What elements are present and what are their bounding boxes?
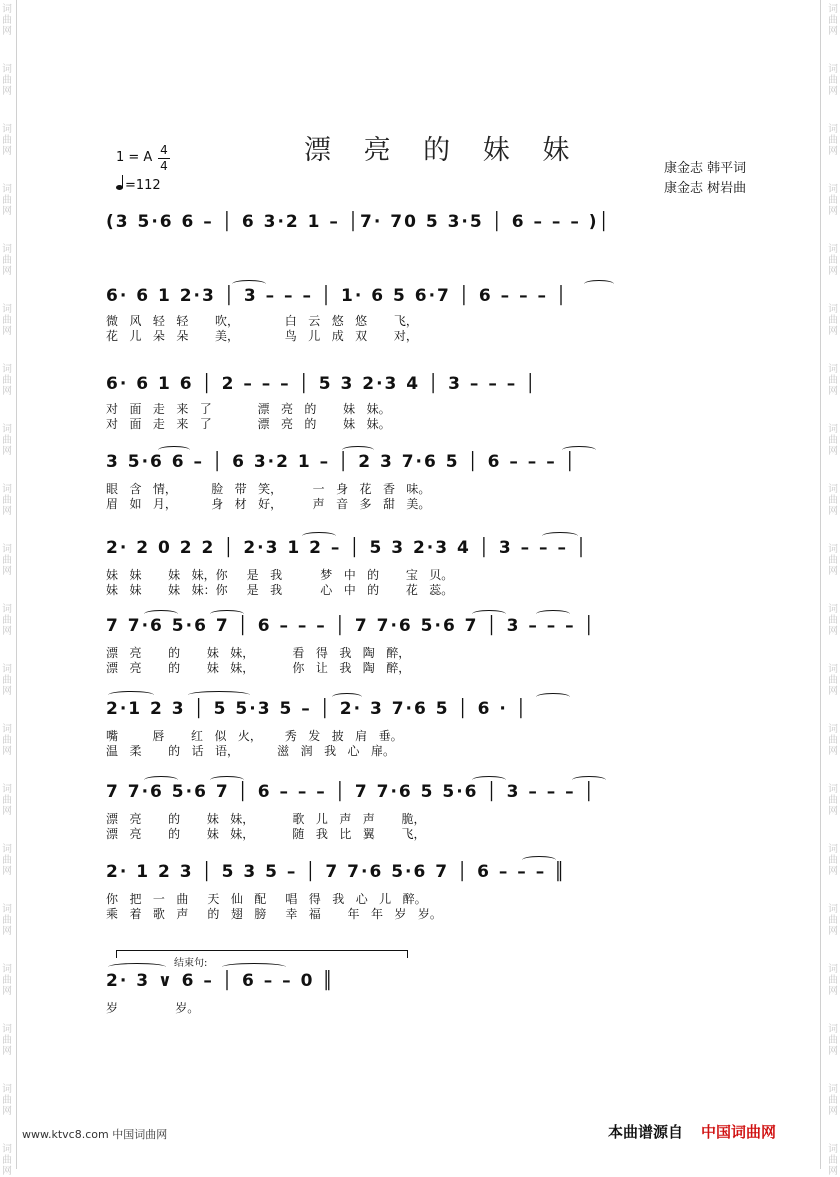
time-signature-bottom: 4 xyxy=(158,158,170,174)
notation-line: 6· 6 1 6 │ 2 – – – │ 5 3 2·3 4 │ 3 – – – │ xyxy=(106,374,538,394)
lyric-verse-2: 对 面 走 来 了 漂 亮 的 妹 妹。 xyxy=(106,417,391,431)
lyric-verse-2: 漂 亮 的 妹 妹， 你 让 我 陶 醉， xyxy=(106,661,411,675)
watermark-mark: 词 曲 网 xyxy=(2,1024,12,1057)
lyric-verse-1: 你 把 一 曲 天 仙 配 唱 得 我 心 儿 醉。 xyxy=(106,892,427,906)
watermark-mark: 词 曲 网 xyxy=(828,184,838,217)
lyric-verse-1: 妹 妹 妹 妹，你 是 我 梦 中 的 宝 贝。 xyxy=(106,568,454,582)
ending-bracket xyxy=(116,950,408,958)
footer-site: www.ktvc8.com 中国词曲网 xyxy=(22,1128,168,1141)
lyric-verse-2: 温 柔 的 话 语， 滋 润 我 心 扉。 xyxy=(106,744,395,758)
footer-source-text: 本曲谱源自 xyxy=(608,1123,684,1141)
watermark-mark: 词 曲 网 xyxy=(828,544,838,577)
watermark-mark: 词 曲 网 xyxy=(828,64,838,97)
notation-line: 6· 6 1 2·3 │ 3 – – – │ 1· 6 5 6·7 │ 6 – – – │ xyxy=(106,286,569,306)
watermark-mark: 词 曲 网 xyxy=(2,1084,12,1117)
notation-line: (3 5·6 6 – │ 6 3·2 1 – │7· 70 5 3·5 │ 6 – – – )│ xyxy=(106,212,611,232)
notation-line: 7 7·6 5·6 7 │ 6 – – – │ 7 7·6 5·6 7 │ 3 – – – │ xyxy=(106,616,596,636)
right-watermark-strip xyxy=(826,0,840,1177)
watermark-mark: 词 曲 网 xyxy=(828,124,838,157)
watermark-mark: 词 曲 网 xyxy=(828,664,838,697)
lyric-verse-1: 漂 亮 的 妹 妹， 歌 儿 声 声 脆， xyxy=(106,812,426,826)
quarter-note-icon xyxy=(116,185,123,190)
watermark-mark: 词 曲 网 xyxy=(828,1024,838,1057)
notation-line: 7 7·6 5·6 7 │ 6 – – – │ 7 7·6 5 5·6 │ 3 – – – │ xyxy=(106,782,596,802)
watermark-mark: 词 曲 网 xyxy=(828,484,838,517)
lyric-verse-1: 眼 含 情， 脸 带 笑， 一 身 花 香 味。 xyxy=(106,482,431,496)
watermark-mark: 词 曲 网 xyxy=(2,304,12,337)
notation-line: 2· 2 0 2 2 │ 2·3 1 2 – │ 5 3 2·3 4 │ 3 – – – │ xyxy=(106,538,589,558)
lyric-verse-2: 妹 妹 妹 妹：你 是 我 心 中 的 花 蕊。 xyxy=(106,583,454,597)
watermark-mark: 词 曲 网 xyxy=(828,964,838,997)
watermark-mark: 词 曲 网 xyxy=(2,364,12,397)
watermark-mark: 词 曲 网 xyxy=(2,64,12,97)
watermark-mark: 词 曲 网 xyxy=(2,544,12,577)
watermark-mark: 词 曲 网 xyxy=(2,424,12,457)
notation-line: 2· 1 2 3 │ 5 3 5 – │ 7 7·6 5·6 7 │ 6 – – – ║ xyxy=(106,862,567,882)
footer-source xyxy=(608,1121,776,1142)
watermark-mark: 词 曲 网 xyxy=(2,4,12,37)
ending-label: 结束句: xyxy=(172,954,209,969)
watermark-mark: 词 曲 网 xyxy=(828,844,838,877)
time-signature-top: 4 xyxy=(160,143,168,157)
watermark-mark: 词 曲 网 xyxy=(2,604,12,637)
watermark-mark: 词 曲 网 xyxy=(2,484,12,517)
time-signature xyxy=(158,143,170,174)
watermark-mark: 词 曲 网 xyxy=(828,304,838,337)
lyric-verse-2: 漂 亮 的 妹 妹， 随 我 比 翼 飞， xyxy=(106,827,426,841)
watermark-mark: 词 曲 网 xyxy=(828,244,838,277)
lyric-verse-2: 乘 着 歌 声 的 翅 膀 幸 福 年 年 岁 岁。 xyxy=(106,907,442,921)
lyric-verse-2: 眉 如 月， 身 材 好， 声 音 多 甜 美。 xyxy=(106,497,431,511)
watermark-mark: 词 曲 网 xyxy=(2,904,12,937)
song-title: 漂 亮 的 妹 妹 xyxy=(304,135,582,166)
watermark-mark: 词 曲 网 xyxy=(2,964,12,997)
lyric-verse-1: 嘴 唇 红 似 火， 秀 发 披 肩 垂。 xyxy=(106,729,403,743)
watermark-mark: 词 曲 网 xyxy=(828,424,838,457)
watermark-mark: 词 曲 网 xyxy=(2,724,12,757)
watermark-mark: 词 曲 网 xyxy=(828,1144,838,1177)
right-frame-line xyxy=(820,0,821,1169)
tempo-value: =112 xyxy=(125,178,161,193)
lyric-verse-1: 漂 亮 的 妹 妹， 看 得 我 陶 醉， xyxy=(106,646,411,660)
watermark-mark: 词 曲 网 xyxy=(2,1144,12,1177)
watermark-mark: 词 曲 网 xyxy=(2,664,12,697)
left-frame-line xyxy=(16,0,17,1169)
lyric-verse-1: 岁 岁。 xyxy=(106,1001,200,1015)
left-watermark-strip xyxy=(0,0,14,1177)
watermark-mark: 词 曲 网 xyxy=(828,4,838,37)
lyric-verse-2: 花 儿 朵 朵 美， 鸟 儿 成 双 对， xyxy=(106,329,418,343)
key-signature: 1 = A xyxy=(116,150,153,165)
composer-credit: 康金志 树岩曲 xyxy=(664,181,747,196)
watermark-mark: 词 曲 网 xyxy=(828,364,838,397)
watermark-mark: 词 曲 网 xyxy=(828,1084,838,1117)
lyric-verse-1: 对 面 走 来 了 漂 亮 的 妹 妹。 xyxy=(106,402,391,416)
lyric-verse-1: 微 风 轻 轻 吹， 白 云 悠 悠 飞， xyxy=(106,314,418,328)
notation-line: 2·1 2 3 │ 5 5·3 5 – │ 2· 3 7·6 5 │ 6 · │ xyxy=(106,699,529,719)
notation-line: 3 5·6 6 – │ 6 3·2 1 – │ 2 3 7·6 5 │ 6 – – – │ xyxy=(106,452,577,472)
tempo-marking xyxy=(116,178,161,193)
watermark-mark: 词 曲 网 xyxy=(2,184,12,217)
lyricist-credit: 康金志 韩平词 xyxy=(664,161,747,176)
watermark-mark: 词 曲 网 xyxy=(828,604,838,637)
watermark-mark: 词 曲 网 xyxy=(828,724,838,757)
watermark-mark: 词 曲 网 xyxy=(828,784,838,817)
watermark-mark: 词 曲 网 xyxy=(2,784,12,817)
watermark-mark: 词 曲 网 xyxy=(2,124,12,157)
watermark-mark: 词 曲 网 xyxy=(828,904,838,937)
watermark-mark: 词 曲 网 xyxy=(2,844,12,877)
watermark-mark: 词 曲 网 xyxy=(2,244,12,277)
footer-brand: 中国词曲网 xyxy=(701,1123,777,1141)
notation-line: 2· 3 ∨ 6 – │ 6 – – 0 ║ xyxy=(106,971,335,991)
